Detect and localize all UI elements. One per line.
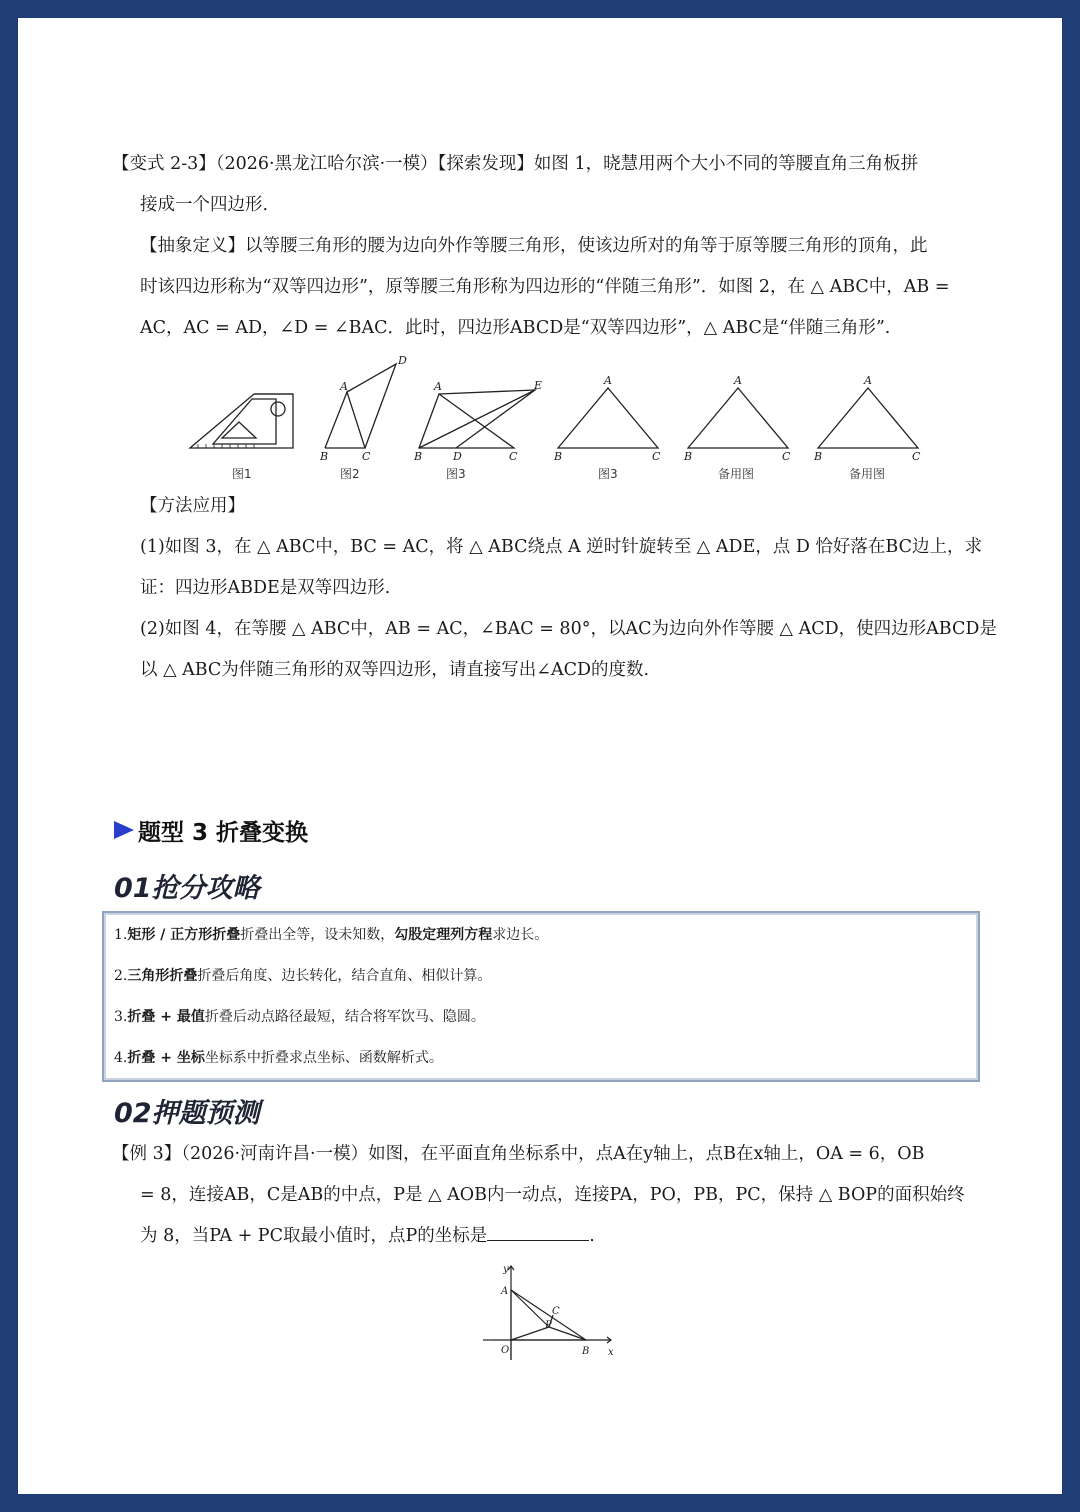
- svg-text:D: D: [453, 450, 462, 463]
- svg-text:E: E: [534, 379, 543, 392]
- example-line-3: 为 8，当PA + PC取最小值时，点P的坐标是 .: [140, 1216, 1080, 1257]
- subsection-text-2: 押题预测: [151, 1098, 260, 1129]
- caption-spare-1: 备用图: [718, 467, 755, 481]
- example-line-2: = 8，连接AB，C是AB的中点，P是 △ AOB内一动点，连接PA，PO，PB，PC，保持 △ BOP的面积始终: [140, 1185, 965, 1205]
- figure-3-rotation: [419, 390, 535, 448]
- subsection-number-1: 01: [114, 873, 152, 904]
- question-1-line-1: (1)如图 3，在 △ ABC中，BC = AC，将 △ ABC绕点 A 逆时针旋转至 △ ADE，点 D 恰好落在BC边上，求: [140, 537, 982, 557]
- svg-text:B: B: [320, 450, 329, 463]
- point-b-label: B: [582, 1346, 590, 1357]
- caption-figure-3b: 图3: [598, 467, 618, 481]
- svg-text:A: A: [864, 374, 872, 387]
- tip-1: 1.矩形 / 正方形折叠折叠出全等，设未知数，勾股定理列方程求边长。: [114, 927, 549, 943]
- answer-blank[interactable]: [487, 1222, 589, 1241]
- tips-box: [102, 911, 980, 1082]
- svg-text:B: B: [414, 450, 423, 463]
- example-line-1: 【例 3】（2026·河南许昌·一模）如图，在平面直角坐标系中，点A在y轴上，点B在x轴上，OA = 6，OB: [112, 1144, 925, 1164]
- svg-text:B: B: [814, 450, 823, 463]
- caption-figure-1: 图1: [232, 467, 252, 481]
- tip-3: 3.折叠 + 最值折叠后动点路径最短，结合将军饮马、隐圆。: [114, 1009, 485, 1025]
- svg-text:D: D: [398, 356, 407, 367]
- tip-4: 4.折叠 + 坐标坐标系中折叠求点坐标、函数解析式。: [114, 1050, 443, 1066]
- geometry-figures: [18, 356, 1062, 486]
- subsection-number-2: 02: [114, 1098, 152, 1129]
- point-c-label: C: [552, 1306, 560, 1317]
- definition-line-3: AC，AC = AD，∠D = ∠BAC．此时，四边形ABCD是“双等四边形”，△ ABC是“伴随三角形”.: [140, 318, 891, 338]
- svg-text:C: C: [782, 450, 791, 463]
- figure-3b-triangle: [558, 388, 658, 448]
- subsection-title-1: [114, 866, 260, 905]
- question-2-line-1: (2)如图 4，在等腰 △ ABC中，AB = AC，∠BAC = 80°，以AC为边向外作等腰 △ ACD，使四边形ABCD是: [140, 619, 997, 639]
- tip-2: 2.三角形折叠折叠后角度、边长转化，结合直角、相似计算。: [114, 968, 492, 984]
- svg-text:C: C: [362, 450, 371, 463]
- figure-1-set-squares: [190, 394, 293, 448]
- svg-text:A: A: [734, 374, 742, 387]
- method-heading: 【方法应用】: [140, 496, 245, 516]
- figures-row: [18, 356, 1062, 486]
- point-a-label: A: [501, 1286, 509, 1297]
- spare-figure-2-triangle: [818, 388, 918, 448]
- subsection-title-2: [114, 1091, 260, 1130]
- svg-text:C: C: [652, 450, 661, 463]
- svg-text:B: B: [554, 450, 563, 463]
- coordinate-figure: [483, 1260, 623, 1365]
- question-2-line-2: 以 △ ABC为伴随三角形的双等四边形，请直接写出∠ACD的度数.: [140, 660, 650, 680]
- variant-line-2: 接成一个四边形.: [140, 195, 269, 215]
- svg-text:A: A: [434, 380, 442, 393]
- figure-2-quadrilateral: [325, 364, 396, 448]
- svg-text:C: C: [509, 450, 518, 463]
- origin-label: O: [501, 1345, 510, 1356]
- variant-line-1: 【变式 2-3】（2026·黑龙江哈尔滨·一模）【探索发现】如图 1，晓慧用两个大小不同的等腰直角三角板拼: [112, 154, 919, 174]
- svg-text:A: A: [340, 380, 348, 393]
- caption-figure-2: 图2: [340, 467, 360, 481]
- svg-text:C: C: [912, 450, 921, 463]
- question-1-line-2: 证：四边形ABDE是双等四边形.: [140, 578, 391, 598]
- section-arrow-icon: [114, 821, 134, 839]
- axis-x-label: x: [608, 1347, 614, 1358]
- section-title: 题型 3 折叠变换: [138, 820, 309, 846]
- point-p-label: P: [545, 1320, 552, 1331]
- svg-text:A: A: [604, 374, 612, 387]
- document-page: [18, 18, 1062, 1494]
- svg-text:B: B: [684, 450, 693, 463]
- definition-line-2: 时该四边形称为“双等四边形”，原等腰三角形称为四边形的“伴随三角形”．如图 2，在 △ ABC中，AB =: [140, 277, 950, 297]
- definition-line-1: 【抽象定义】以等腰三角形的腰为边向外作等腰三角形，使该边所对的角等于原等腰三角形的顶角，此: [140, 236, 928, 256]
- caption-figure-3: 图3: [446, 467, 466, 481]
- spare-figure-1-triangle: [688, 388, 788, 448]
- subsection-text-1: 抢分攻略: [151, 873, 260, 904]
- caption-spare-2: 备用图: [849, 467, 886, 481]
- axis-y-label: y: [503, 1264, 509, 1275]
